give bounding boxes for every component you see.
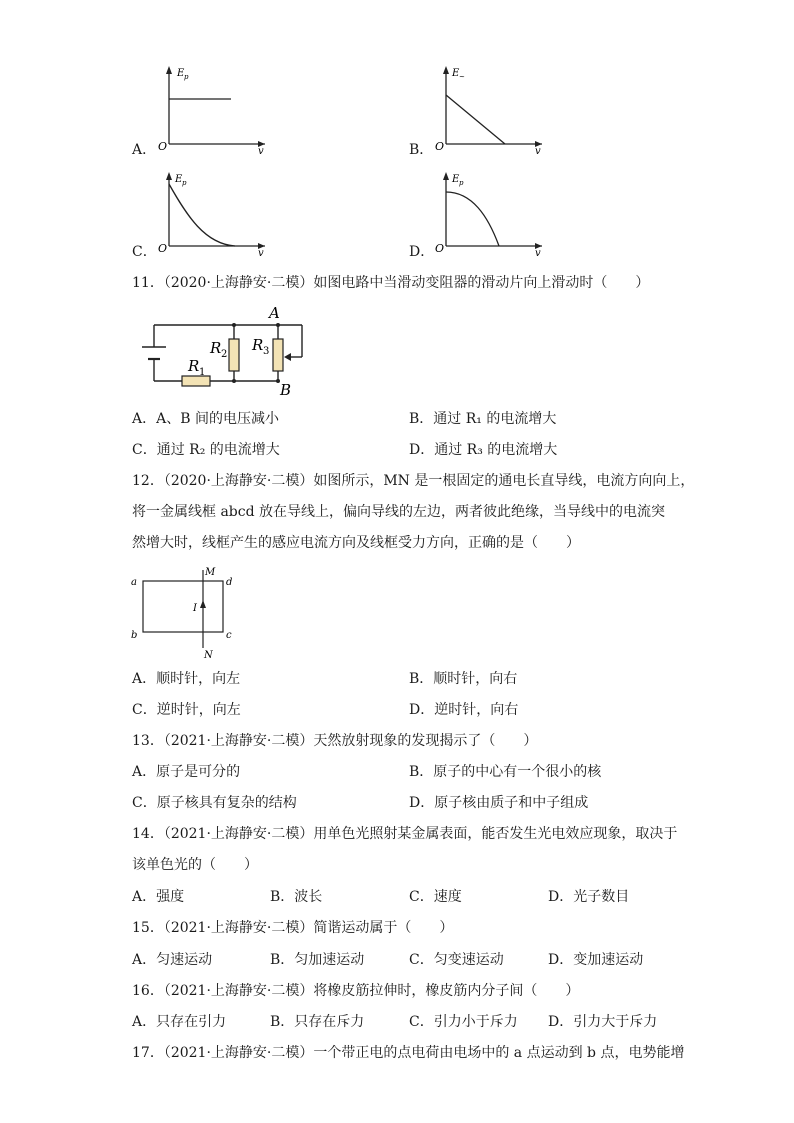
question-15-stem: 15．（2021·上海静安·二模）简谐运动属于（ ） [132,920,454,936]
graph-d [432,166,552,261]
label-i: I [193,603,197,614]
x-label: v [535,146,541,157]
q16-option-a: A．只存在引力 [132,1014,227,1030]
q15-option-d: D．变加速运动 [548,952,644,968]
label-a: A [269,304,280,322]
q16-option-c: C．引力小于斥力 [409,1014,518,1030]
q13-option-d: D．原子核由质子和中子组成 [409,795,589,811]
y-label: E [452,174,460,185]
origin-label: O [158,242,168,255]
label-r1-sub: 1 [199,367,206,378]
q12-option-a: A．顺时针，向左 [132,671,241,687]
label-r3: R [252,336,264,354]
question-12-stem-line2: 将一金属线框 abcd 放在导线上，偏向导线的左边，两者彼此绝缘，当导线中的电流突 [132,504,666,520]
label-d: d [226,577,233,588]
label-m: M [205,567,216,578]
label-r3-sub: 3 [263,346,270,357]
label-r2-sub: 2 [221,349,228,360]
y-label: E [452,68,460,79]
question-14-stem-line2: 该单色光的（ ） [132,857,258,873]
q16-option-b: B．只存在斥力 [270,1014,365,1030]
q15-option-a: A．匀速运动 [132,952,213,968]
y-arrow [443,172,449,180]
y-label-sub: ~ [459,73,465,81]
q13-option-a: A．原子是可分的 [132,764,241,780]
q12-option-c: C．逆时针，向左 [132,702,241,718]
rheostat-r3 [273,339,283,371]
graph-curve [446,192,499,246]
resistor-r2 [229,339,239,371]
q13-option-b: B．原子的中心有一个很小的核 [409,764,602,780]
label-a: a [131,577,137,588]
q11-option-d: D．通过 R₃ 的电流增大 [409,442,558,458]
q14-option-a: A．强度 [132,889,185,905]
origin-label: O [435,242,445,255]
graph-curve [446,95,505,144]
wire-frame-diagram [128,562,243,660]
label-n: N [204,650,213,660]
question-11-stem: 11．（2020·上海静安·二模）如图电路中当滑动变阻器的滑动片向上滑动时（ ） [132,275,650,291]
label-r2: R [210,339,222,357]
graph-b [432,62,552,157]
x-label: v [535,248,541,259]
q12-option-b: B．顺时针，向右 [409,671,518,687]
q13-option-c: C．原子核具有复杂的结构 [132,795,297,811]
q14-option-d: D．光子数目 [548,889,630,905]
y-label-sub: p [182,179,187,187]
y-label: E [177,68,185,79]
label-c: c [226,630,232,641]
current-arrow [200,600,206,608]
q16-option-d: D．引力大于斥力 [548,1014,658,1030]
q14-option-b: B．波长 [270,889,323,905]
graph-option-b-label: B． [409,142,434,158]
circuit-diagram [140,303,330,395]
y-arrow [166,66,172,74]
label-b: B [280,381,292,395]
origin-label: O [158,140,168,153]
resistor-r1 [182,376,210,386]
question-12-stem-line1: 12．（2020·上海静安·二模）如图所示，MN 是一根固定的通电长直导线，电流方向向上， [132,473,695,489]
q15-option-b: B．匀加速运动 [270,952,365,968]
y-label: E [175,174,183,185]
q12-option-d: D．逆时针，向右 [409,702,519,718]
graph-option-c-label: C． [132,244,157,260]
q11-option-a: A．A、B 间的电压减小 [132,411,279,427]
question-12-stem-line3: 然增大时，线框产生的感应电流方向及线框受力方向，正确的是（ ） [132,535,580,551]
question-17-stem: 17．（2021·上海静安·二模）一个带正电的点电荷由电场中的 a 点运动到 b 点，电势能增 [132,1045,685,1061]
slider-arrow [284,353,291,361]
graph-curve [169,184,235,246]
label-b: b [131,630,138,641]
x-label: v [258,248,264,259]
q11-option-c: C．通过 R₂ 的电流增大 [132,442,280,458]
question-14-stem-line1: 14．（2021·上海静安·二模）用单色光照射某金属表面，能否发生光电效应现象，取决于 [132,826,678,842]
question-13-stem: 13．（2021·上海静安·二模）天然放射现象的发现揭示了（ ） [132,733,538,749]
graph-option-d-label: D． [409,244,435,260]
q11-option-b: B．通过 R₁ 的电流增大 [409,411,557,427]
graph-a [155,62,275,157]
q15-option-c: C．匀变速运动 [409,952,504,968]
x-label: v [258,146,264,157]
q14-option-c: C．速度 [409,889,462,905]
y-arrow [166,172,172,180]
graph-c [155,166,275,261]
label-r1: R [188,357,200,375]
metal-frame [143,581,223,632]
y-label-sub: p [459,179,464,187]
graph-option-a-label: A． [132,142,157,158]
y-label-sub: p [184,73,189,81]
y-arrow [443,66,449,74]
origin-label: O [435,140,445,153]
question-16-stem: 16．（2021·上海静安·二模）将橡皮筋拉伸时，橡皮筋内分子间（ ） [132,983,580,999]
